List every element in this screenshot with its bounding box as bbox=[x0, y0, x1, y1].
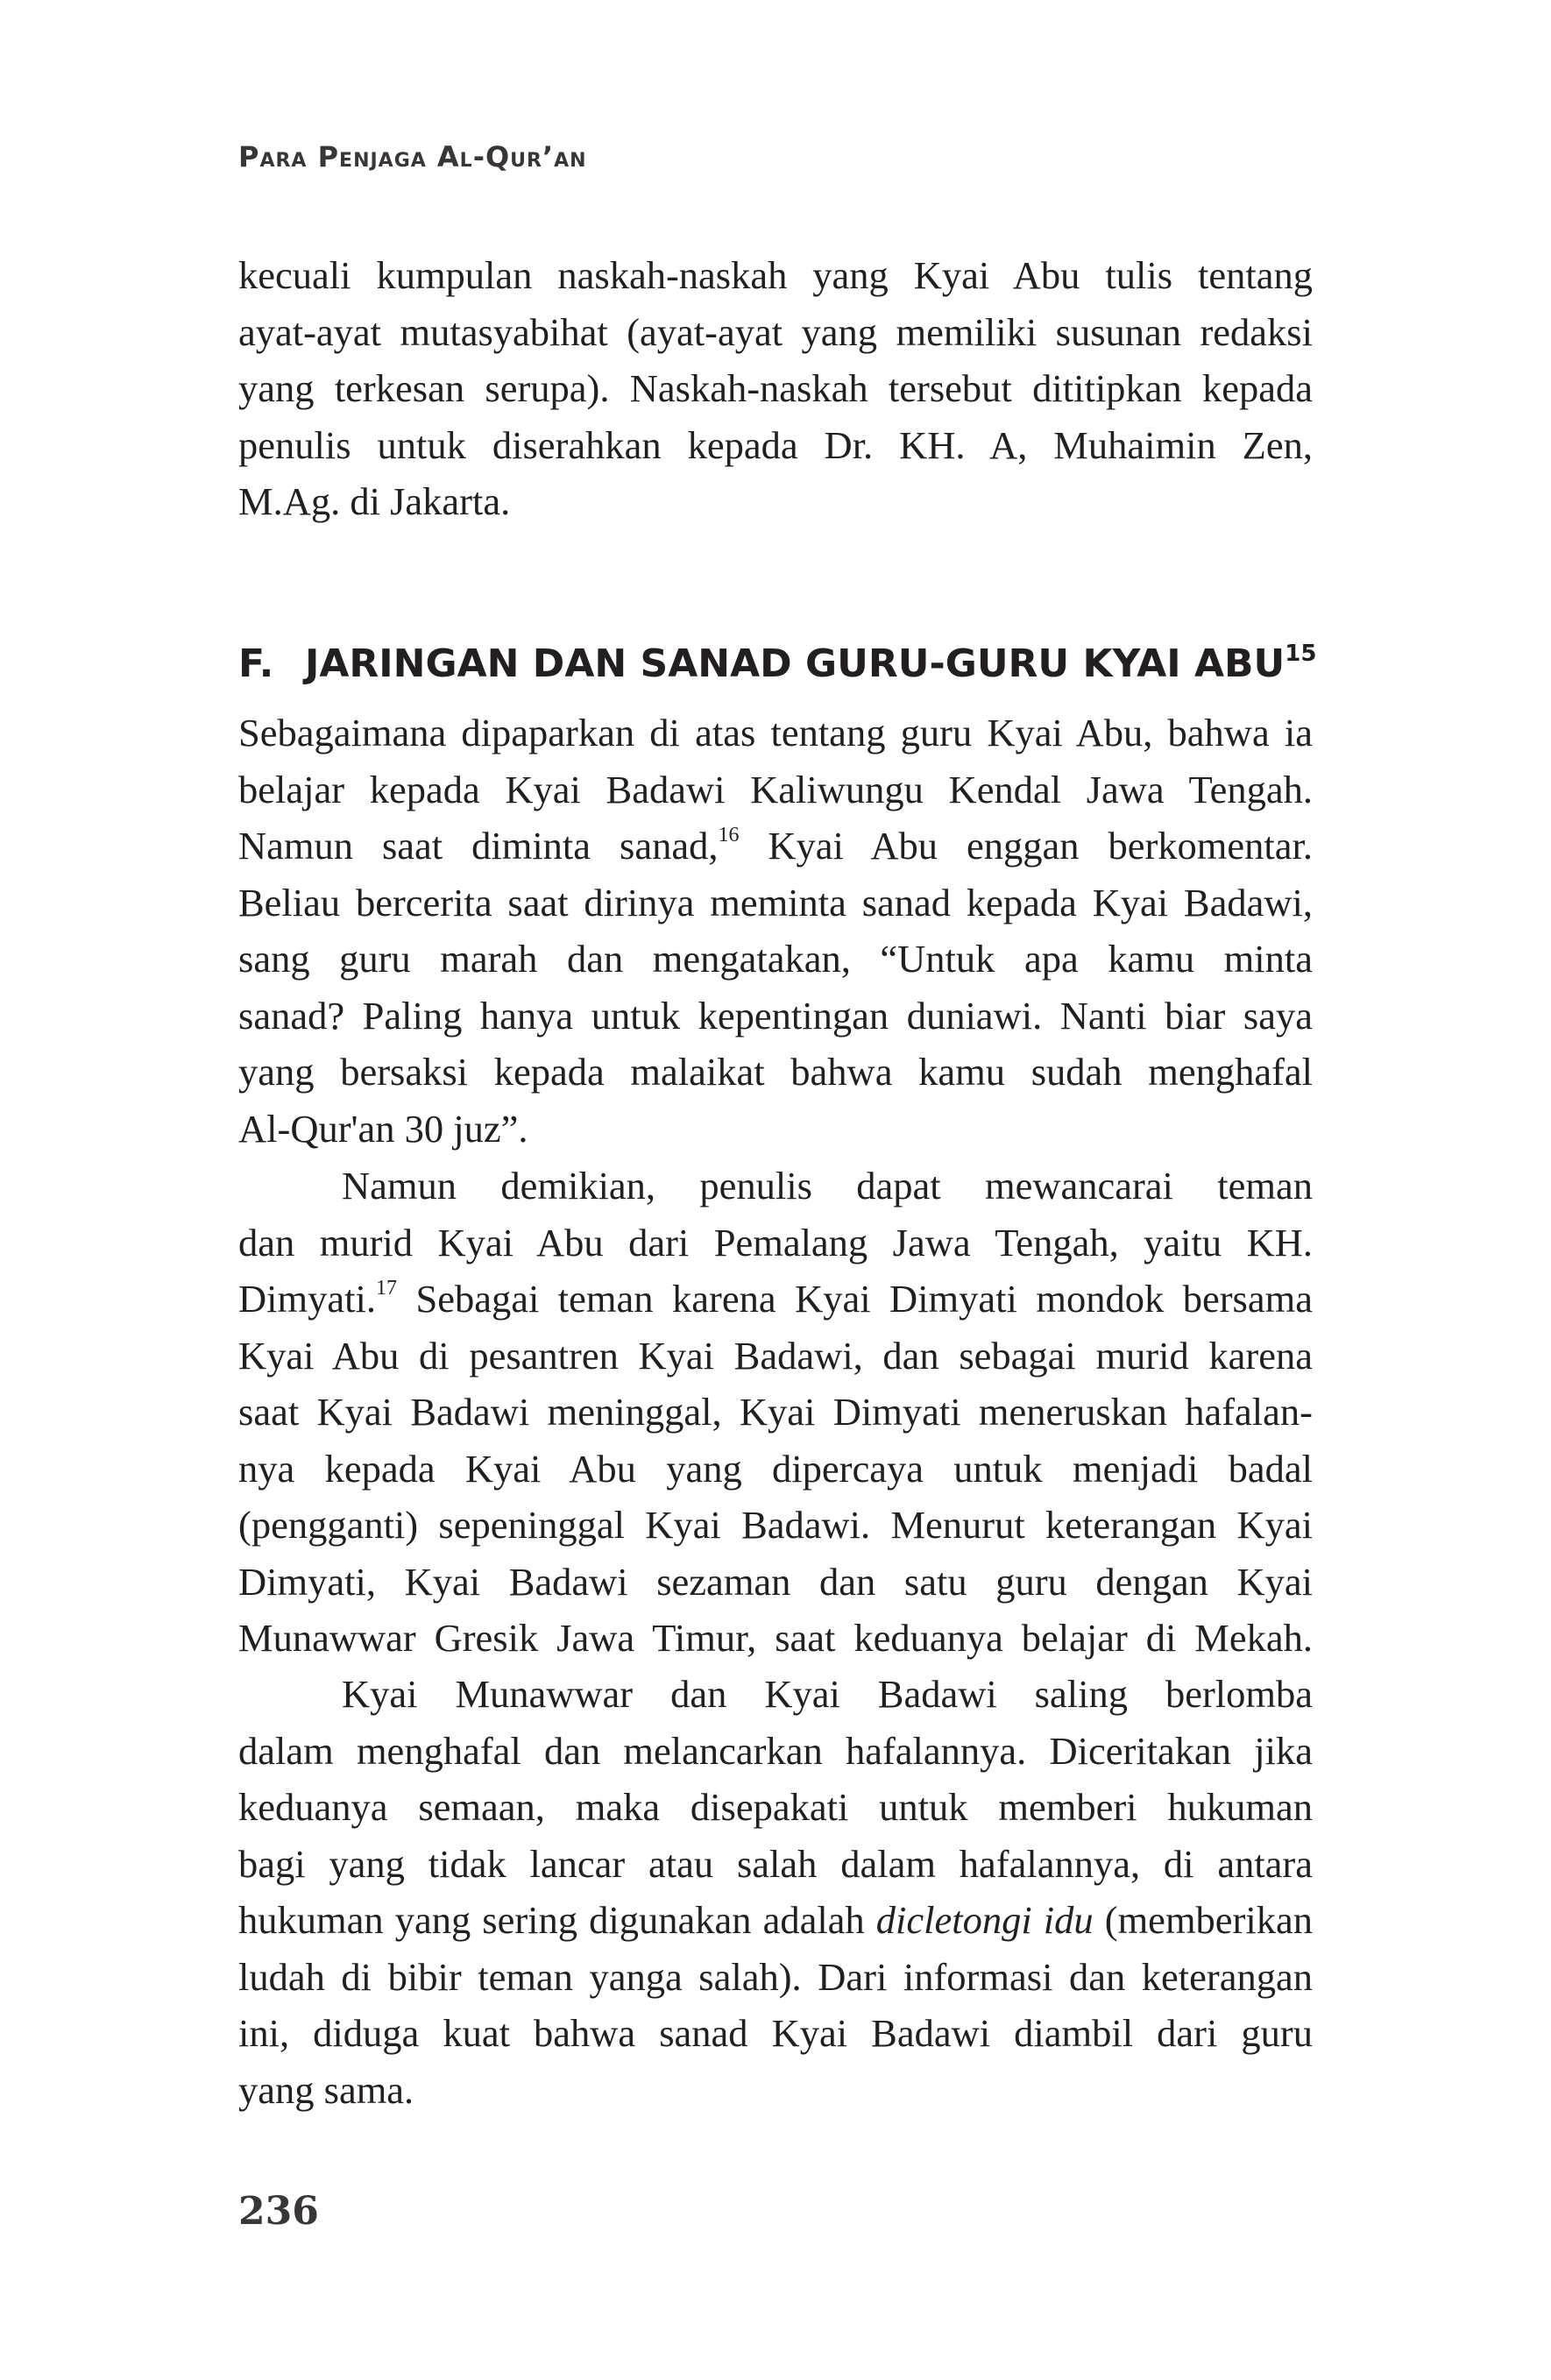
text-line: Dimyati, Kyai Badawi sezaman dan satu guru dengan Kyai bbox=[238, 1559, 1313, 1604]
text-line: sang guru marah dan mengatakan, “Untuk apa kamu minta bbox=[238, 937, 1313, 981]
footnote-ref: 16 bbox=[718, 824, 740, 846]
text-line: ludah di bibir teman yanga salah). Dari informasi dan keterangan bbox=[238, 1954, 1313, 1999]
paragraph-1 bbox=[238, 247, 1313, 530]
running-head: Para Penjaga Al-Qur’an bbox=[238, 140, 587, 174]
text-line bbox=[238, 1892, 1313, 1949]
text-line bbox=[238, 818, 1313, 875]
text-line bbox=[238, 1271, 1313, 1328]
text-run: Sebagai teman karena Kyai Dimyati mondok bersama bbox=[396, 1277, 1313, 1321]
text-line: yang terkesan serupa). Naskah-naskah tersebut dititipkan kepada bbox=[238, 366, 1313, 410]
text-line: dalam menghafal dan melancarkan hafalannya. Diceritakan jika bbox=[238, 1728, 1313, 1773]
text-line: Namun demikian, penulis dapat mewancarai teman bbox=[342, 1164, 1313, 1208]
text-line: kecuali kumpulan naskah-naskah yang Kyai Abu tulis tentang bbox=[238, 253, 1313, 297]
text-line: ayat-ayat mutasyabihat (ayat-ayat yang memiliki susunan redaksi bbox=[238, 309, 1313, 354]
text-line: (pengganti) sepeninggal Kyai Badawi. Menurut keterangan Kyai bbox=[238, 1503, 1313, 1547]
text-run: Dimyati. bbox=[238, 1277, 376, 1321]
text-line: Munawwar Gresik Jawa Timur, saat keduanya belajar di Mekah. bbox=[238, 1616, 1313, 1660]
text-line: sanad? Paling hanya untuk kepentingan duniawi. Nanti biar saya bbox=[238, 993, 1313, 1038]
paragraph-3 bbox=[238, 1158, 1313, 1667]
text-line: Al-Qur'an 30 juz”. bbox=[238, 1106, 528, 1151]
text-line: Beliau bercerita saat dirinya meminta sanad kepada Kyai Badawi, bbox=[238, 880, 1313, 924]
paragraph-4 bbox=[238, 1666, 1313, 2118]
text-line: penulis untuk diserahkan kepada Dr. KH. A, Muhaimin Zen, bbox=[238, 422, 1313, 467]
section-number: F. bbox=[238, 641, 274, 686]
text-line: belajar kepada Kyai Badawi Kaliwungu Kendal Jawa Tengah. bbox=[238, 767, 1313, 811]
text-run: Kyai Abu enggan berkomentar. bbox=[739, 824, 1313, 868]
text-run: hukuman yang sering digunakan adalah bbox=[238, 1898, 876, 1942]
text-line: bagi yang tidak lancar atau salah dalam hafalannya, di antara bbox=[238, 1841, 1313, 1886]
section-heading bbox=[238, 638, 1325, 691]
text-line: nya kepada Kyai Abu yang dipercaya untuk menjadi badal bbox=[238, 1446, 1313, 1491]
text-line: ini, diduga kuat bahwa sanad Kyai Badawi diambil dari guru bbox=[238, 2011, 1313, 2055]
text-line: keduanya semaan, maka disepakati untuk memberi hukuman bbox=[238, 1785, 1313, 1829]
footnote-ref: 17 bbox=[375, 1277, 397, 1300]
text-line: Kyai Munawwar dan Kyai Badawi saling berlomba bbox=[342, 1672, 1313, 1716]
page-number: 236 bbox=[238, 2189, 319, 2234]
text-run: (memberikan bbox=[1093, 1898, 1313, 1942]
text-line: Kyai Abu di pesantren Kyai Badawi, dan sebagai murid karena bbox=[238, 1333, 1313, 1378]
text-line: yang sama. bbox=[238, 2067, 414, 2112]
text-line: dan murid Kyai Abu dari Pemalang Jawa Tengah, yaitu KH. bbox=[238, 1220, 1313, 1264]
section-title: JARINGAN DAN SANAD GURU-GURU KYAI ABU bbox=[305, 641, 1285, 686]
text-line: saat Kyai Badawi meninggal, Kyai Dimyati meneruskan hafalan- bbox=[238, 1390, 1313, 1434]
text-line: M.Ag. di Jakarta. bbox=[238, 479, 511, 523]
text-line: Sebagaimana dipaparkan di atas tentang guru Kyai Abu, bahwa ia bbox=[238, 711, 1313, 754]
italic-term: dicletongi idu bbox=[875, 1898, 1094, 1942]
text-run: Namun saat diminta sanad, bbox=[238, 824, 719, 868]
paragraph-2 bbox=[238, 705, 1313, 1157]
text-line: yang bersaksi kepada malaikat bahwa kamu sudah menghafal bbox=[238, 1050, 1313, 1094]
footnote-ref: 15 bbox=[1285, 641, 1317, 667]
